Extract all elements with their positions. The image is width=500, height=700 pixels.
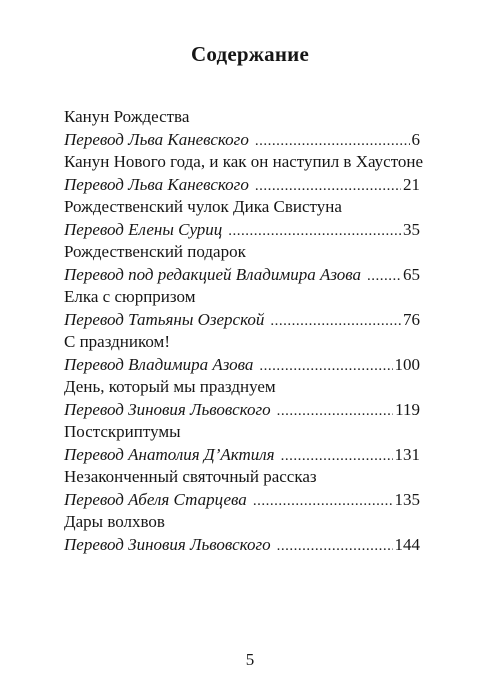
page-number: 6 <box>411 130 420 149</box>
dot-leader <box>228 220 401 243</box>
translator-line <box>64 263 420 286</box>
toc-entry <box>64 106 420 151</box>
translator-credit: Перевод Анатолия Д’Актиля <box>64 445 275 464</box>
story-title: Елка с сюрпризом <box>64 287 196 306</box>
translator-line <box>64 308 420 331</box>
dot-leader <box>270 310 401 333</box>
translator-credit: Перевод Елены Суриц <box>64 220 223 239</box>
translator-line <box>64 218 420 241</box>
story-title: День, который мы празднуем <box>64 377 276 396</box>
toc-entry <box>64 466 420 511</box>
story-title: Рождественский чулок Дика Свистуна <box>64 197 342 216</box>
dot-leader <box>277 535 393 558</box>
translator-credit: Перевод Льва Каневского <box>64 175 249 194</box>
dot-leader <box>281 445 393 468</box>
dot-leader <box>367 265 401 288</box>
page-number: 144 <box>394 535 420 554</box>
toc-entry <box>64 511 420 556</box>
translator-line <box>64 173 420 196</box>
folio-page-number: 5 <box>245 650 255 669</box>
dot-leader <box>259 355 392 378</box>
translator-credit: Перевод Зиновия Львовского <box>64 400 271 419</box>
translator-credit: Перевод Льва Каневского <box>64 130 249 149</box>
story-title: Постскриптумы <box>64 422 181 441</box>
translator-line <box>64 353 420 376</box>
page-number: 76 <box>403 310 420 329</box>
story-title: Незаконченный святочный рассказ <box>64 467 317 486</box>
translator-line <box>64 128 420 151</box>
table-of-contents <box>64 106 424 556</box>
toc-entry <box>64 241 420 286</box>
toc-entry <box>64 151 424 196</box>
story-title: Дары волхвов <box>64 512 165 531</box>
translator-line <box>64 533 420 556</box>
translator-line <box>64 488 420 511</box>
translator-credit: Перевод Владимира Азова <box>64 355 254 374</box>
dot-leader <box>253 490 393 513</box>
toc-entry <box>64 331 420 376</box>
dot-leader <box>255 130 410 153</box>
translator-line <box>64 443 420 466</box>
dot-leader <box>255 175 401 198</box>
toc-entry <box>64 196 420 241</box>
page-number: 21 <box>403 175 420 194</box>
translator-credit: Перевод Абеля Старцева <box>64 490 247 509</box>
page-number: 65 <box>403 265 420 284</box>
translator-credit: Перевод Зиновия Львовского <box>64 535 271 554</box>
translator-line <box>64 398 420 421</box>
page-number: 119 <box>395 400 420 419</box>
page-number: 100 <box>394 355 420 374</box>
story-title: Канун Нового года, и как он наступил в Хаустоне <box>64 152 424 171</box>
translator-credit: Перевод Татьяны Озерской <box>64 310 265 329</box>
story-title: Рождественский подарок <box>64 242 246 261</box>
story-title: Канун Рождества <box>64 107 190 126</box>
page-title: Содержание <box>191 42 309 66</box>
toc-entry <box>64 421 420 466</box>
page-number: 135 <box>394 490 420 509</box>
dot-leader <box>277 400 394 423</box>
page-number: 131 <box>394 445 420 464</box>
page-number: 35 <box>403 220 420 239</box>
translator-credit: Перевод под редакцией Владимира Азова <box>64 265 362 284</box>
toc-entry <box>64 286 420 331</box>
toc-entry <box>64 376 420 421</box>
story-title: С праздником! <box>64 332 170 351</box>
